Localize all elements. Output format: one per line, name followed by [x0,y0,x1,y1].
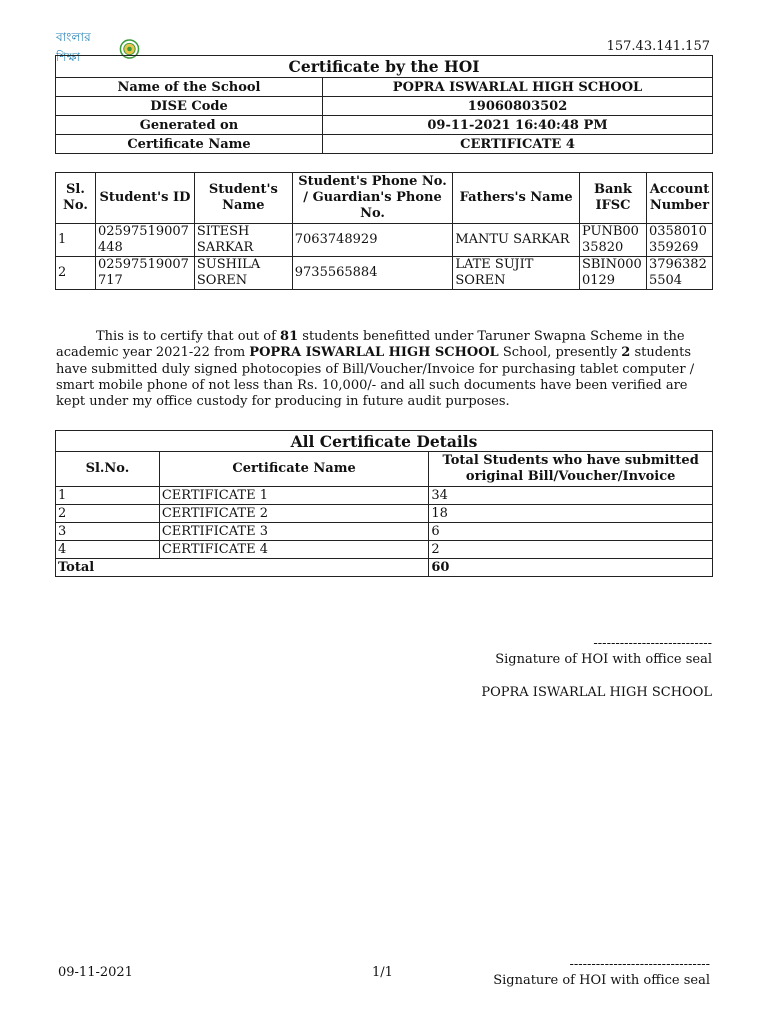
col-header-total-submitted: Total Students who have submitted original Bill/Voucher/Invoice [429,452,713,487]
cell-sl: 2 [56,257,96,290]
cell-total: 2 [429,541,713,559]
cell-sl: 3 [56,523,160,541]
col-header-sl: Sl.No. [56,452,160,487]
info-title: Certificate by the HOI [56,56,713,78]
school-name-inline: POPRA ISWARLAL HIGH SCHOOL [249,345,499,361]
cell-account: 0358010 359269 [646,224,712,257]
table-row [56,487,713,505]
cell-certificate-name: CERTIFICATE 4 [159,541,429,559]
info-row [56,116,713,135]
para-text-4: students have submitted duly signed photocopies of Bill/Voucher/Invoice for purchasing tablet computer / smart mobile phone of not less than Rs. 10,000/- and all such documents have been verified are kept under my office custody for producing in future audit purposes. [56,345,695,410]
info-label: DISE Code [56,97,323,116]
signature-school-name: POPRA ISWARLAL HIGH SCHOOL [481,685,712,700]
students-header-row [56,173,713,224]
table-row [56,224,713,257]
cell-phone: 7063748929 [292,224,453,257]
cell-total: 34 [429,487,713,505]
total-students-count: 81 [280,329,299,344]
cell-certificate-name: CERTIFICATE 2 [159,505,429,523]
para-text-2: students benefitted under Taruner Swapna Scheme in the academic year 2021-22 from [56,329,685,361]
footer-date: 09-11-2021 [58,965,133,980]
logo-text: বাংলার শিক্ষা [56,30,91,64]
certification-paragraph [56,329,714,410]
cell-account: 3796382 5504 [646,257,712,290]
para-text-1: This is to certify that out of [96,329,281,344]
table-row [56,257,713,290]
school-info-table [55,55,713,154]
cell-student-id: 02597519007 717 [95,257,194,290]
footer-signature-line: -------------------------------- [569,957,710,972]
info-row [56,135,713,154]
total-row [56,559,713,577]
col-header-ifsc: Bank IFSC [579,173,646,224]
info-row [56,78,713,97]
cell-student-name: SITESH SARKAR [194,224,292,257]
cell-ifsc: SBIN000 0129 [579,257,646,290]
summary-header-row [56,452,713,487]
students-table [55,172,713,290]
cell-sl: 1 [56,487,160,505]
cell-certificate-name: CERTIFICATE 3 [159,523,429,541]
info-value: CERTIFICATE 4 [323,135,713,154]
cell-certificate-name: CERTIFICATE 1 [159,487,429,505]
table-row [56,541,713,559]
col-header-sl: Sl. No. [56,173,96,224]
summary-title-row [56,431,713,452]
cell-student-name: SUSHILA SOREN [194,257,292,290]
info-value: 09-11-2021 16:40:48 PM [323,116,713,135]
cell-total: 18 [429,505,713,523]
col-header-certificate-name: Certificate Name [159,452,429,487]
info-value: 19060803502 [323,97,713,116]
cell-father: LATE SUJIT SOREN [453,257,580,290]
cell-sl: 1 [56,224,96,257]
col-header-student-name: Student's Name [194,173,292,224]
table-row [56,505,713,523]
footer-signature-label: Signature of HOI with office seal [493,973,710,988]
table-row [56,523,713,541]
cell-total: 6 [429,523,713,541]
info-row [56,97,713,116]
cell-sl: 2 [56,505,160,523]
certificate-summary-table [55,430,713,577]
cell-father: MANTU SARKAR [453,224,580,257]
info-label: Certificate Name [56,135,323,154]
info-title-row [56,56,713,78]
col-header-phone: Student's Phone No. / Guardian's Phone No. [292,173,453,224]
col-header-student-id: Student's ID [95,173,194,224]
signature-label: Signature of HOI with office seal [495,652,712,667]
col-header-father: Fathers's Name [453,173,580,224]
cell-sl: 4 [56,541,160,559]
info-label: Generated on [56,116,323,135]
para-text-3: School, presently [498,345,622,361]
total-value: 60 [429,559,713,577]
info-value: POPRA ISWARLAL HIGH SCHOOL [323,78,713,97]
col-header-account: Account Number [646,173,712,224]
cell-ifsc: PUNB00 35820 [579,224,646,257]
info-label: Name of the School [56,78,323,97]
total-label: Total [56,559,429,577]
ip-address: 157.43.141.157 [606,39,710,54]
summary-title: All Certificate Details [56,431,713,452]
cell-student-id: 02597519007 448 [95,224,194,257]
present-count: 2 [621,345,631,361]
signature-line: --------------------------- [593,636,712,651]
cell-phone: 9735565884 [292,257,453,290]
footer-page-number: 1/1 [372,965,393,980]
